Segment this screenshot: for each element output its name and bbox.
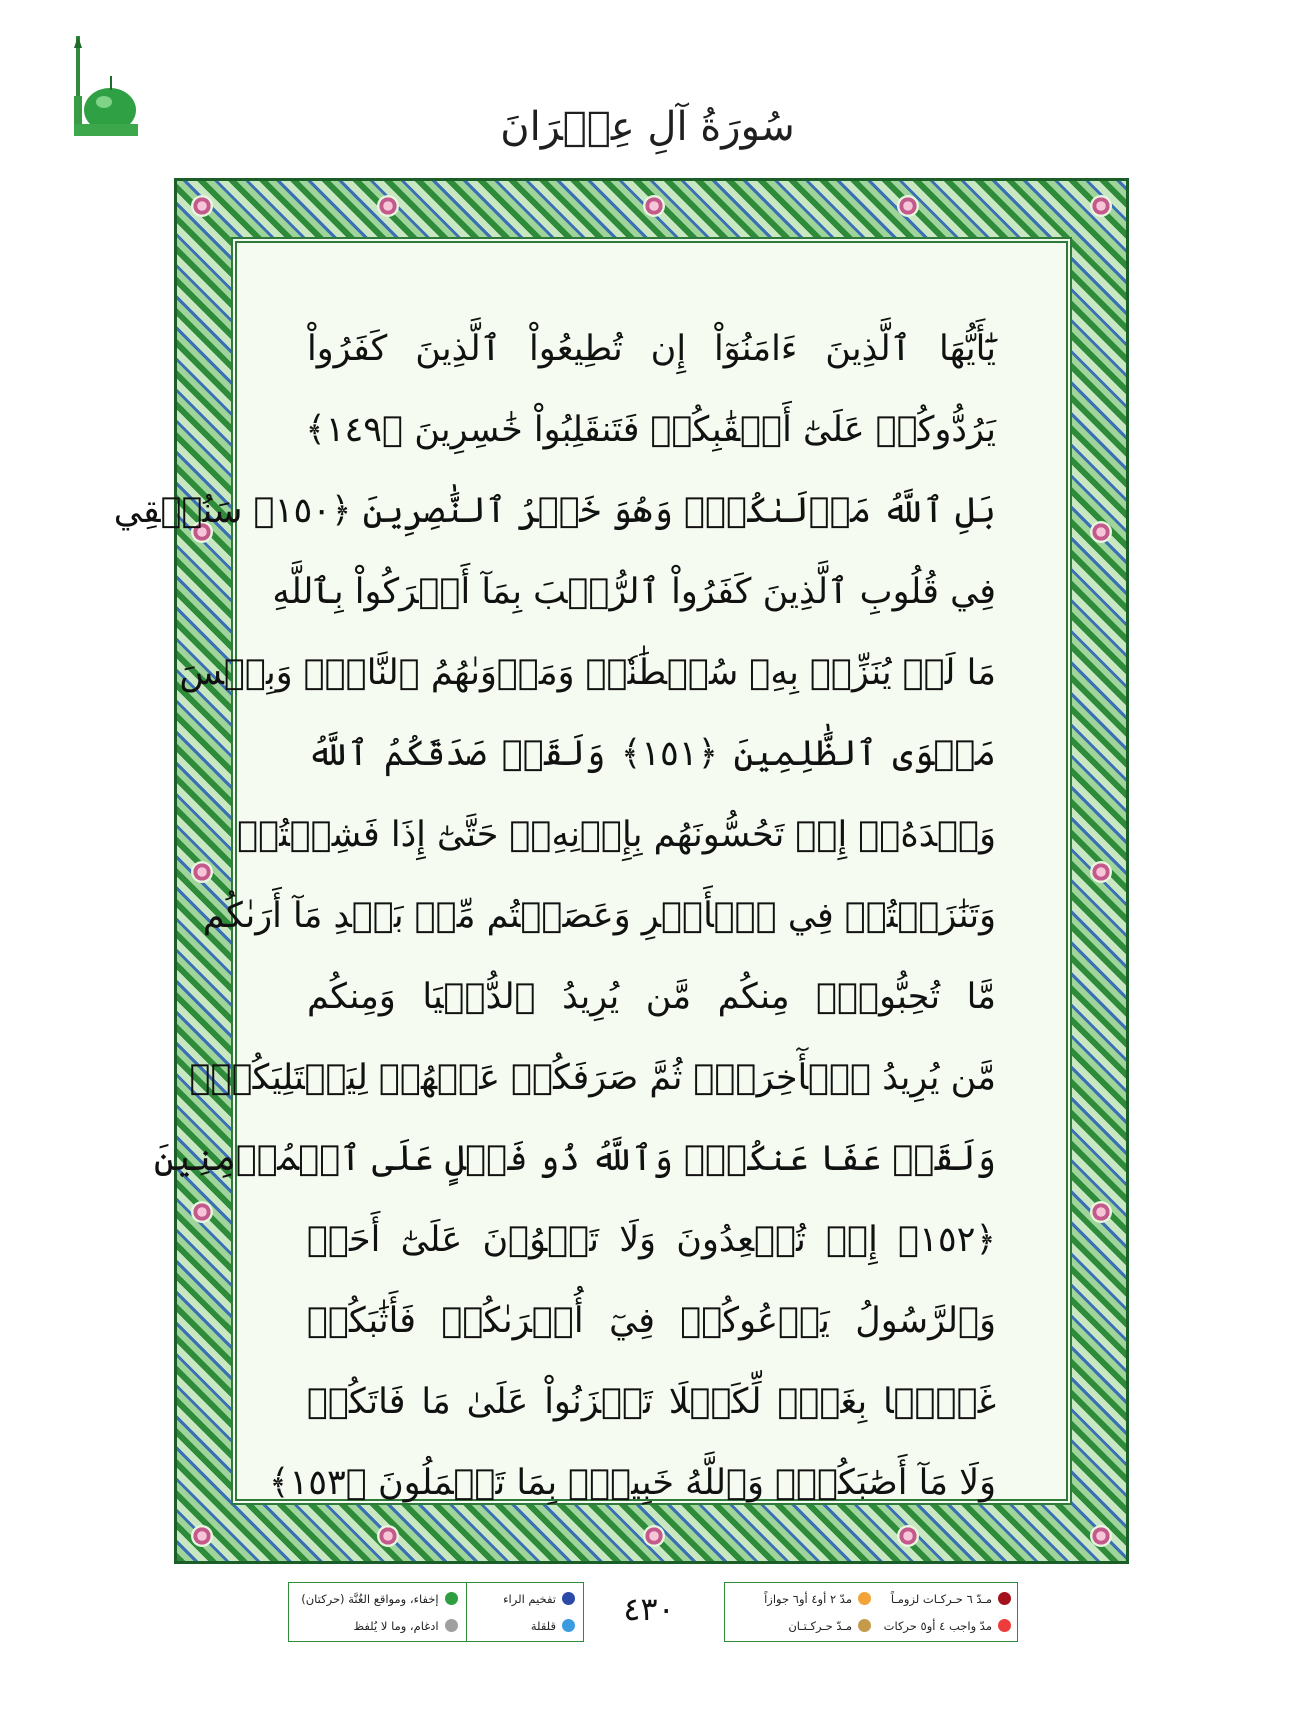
flower-ornament-icon: [191, 1201, 213, 1223]
verse-line: مَثۡوَى ٱلظَّٰلِمِينَ ﴿١٥١﴾ وَلَقَدۡ صَدَقَكُمُ ٱللَّهُ: [307, 734, 997, 774]
flower-ornament-icon: [191, 195, 213, 217]
page-number: ٤٣٠: [623, 1590, 675, 1628]
legend-item: [297, 1585, 458, 1612]
legend-dot: [998, 1592, 1011, 1605]
verse-line: غَمَّۢا بِغَمّٖ لِّكَيۡلَا تَحۡزَنُواْ عَلَىٰ مَا فَاتَكُمۡ: [307, 1382, 996, 1422]
legend-label: ادغام، وما لا يُلفظ: [353, 1618, 439, 1633]
verse-line: يَٰٓأَيُّهَا ٱلَّذِينَ ءَامَنُوٓاْ إِن تُطِيعُواْ ٱلَّذِينَ كَفَرُواْ: [307, 329, 996, 369]
verses-block: [113, 309, 997, 1503]
flower-ornament-icon: [1090, 195, 1112, 217]
legend-dot: [445, 1592, 458, 1605]
flower-ornament-icon: [1090, 1201, 1112, 1223]
verse-line: مَّا تُحِبُّونَۚ مِنكُم مَّن يُرِيدُ ٱلدُّنۡيَا وَمِنكُم: [307, 977, 996, 1017]
tajweed-legend-left: [288, 1582, 584, 1642]
legend-dot: [562, 1592, 575, 1605]
verse-line: يَرُدُّوكُمۡ عَلَىٰٓ أَعۡقَٰبِكُمۡ فَتَنقَلِبُواْ خَٰسِرِينَ ﴿١٤٩﴾: [305, 410, 996, 450]
legend-item: [475, 1612, 575, 1639]
legend-label: مدّ ٢ أو٤ أو٦ جوازاً: [764, 1591, 852, 1606]
flower-ornament-icon: [377, 195, 399, 217]
flower-ornament-icon: [377, 1525, 399, 1547]
verse-line: وَلَا مَآ أَصَٰبَكُمۡۗ وَٱللَّهُ خَبِيرُۢ بِمَا تَعۡمَلُونَ ﴿١٥٣﴾: [268, 1463, 996, 1503]
verse-line: مَّن يُرِيدُ ٱلۡأٓخِرَةَۚ ثُمَّ صَرَفَكُمۡ عَنۡهُمۡ لِيَبۡتَلِيَكُمۡۖ: [189, 1058, 996, 1098]
legend-item: [731, 1585, 871, 1612]
flower-ornament-icon: [1090, 521, 1112, 543]
legend-dot: [445, 1619, 458, 1632]
flower-ornament-icon: [1090, 861, 1112, 883]
flower-ornament-icon: [1090, 1525, 1112, 1547]
legend-label: مـدّ ٦ حـركـات لزومـاً: [890, 1591, 992, 1606]
verse-line: وَعۡدَهُۥٓ إِذۡ تَحُسُّونَهُم بِإِذۡنِهِۦۖ حَتَّىٰٓ إِذَا فَشِلۡتُمۡ: [237, 815, 996, 855]
surah-title: سُورَةُ آلِ عِمۡرَانَ: [500, 104, 795, 150]
verse-line: بَلِ ٱللَّهُ مَوۡلَىٰكُمۡۖ وَهُوَ خَيۡرُ ٱلنَّٰصِرِينَ ﴿١٥٠﴾ سَنُلۡقِي: [113, 491, 996, 531]
flower-ornament-icon: [897, 195, 919, 217]
legend-dot: [562, 1619, 575, 1632]
text-panel: [113, 237, 1072, 1505]
legend-column-inner: [289, 1583, 467, 1641]
verse-line: وَلَقَدۡ عَفَا عَنكُمۡۗ وَٱللَّهُ ذُو فَضۡلٍ عَلَى ٱلۡمُؤۡمِنِينَ: [153, 1139, 996, 1179]
flower-ornament-icon: [897, 1525, 919, 1547]
legend-label: مـدّ حـركـتـان: [788, 1618, 852, 1633]
legend-column-outer: [467, 1583, 583, 1641]
verse-line: مَا لَمۡ يُنَزِّلۡ بِهِۦ سُلۡطَٰنٗاۖ وَمَأۡوَىٰهُمُ ٱلنَّارُۚ وَبِئۡسَ: [179, 653, 996, 693]
verse-line: وَٱلرَّسُولُ يَدۡعُوكُمۡ فِيٓ أُخۡرَىٰكُمۡ فَأَثَٰبَكُمۡ: [307, 1301, 996, 1341]
legend-label: مدّ واجب ٤ أو٥ حركات: [883, 1618, 992, 1633]
verse-line: فِي قُلُوبِ ٱلَّذِينَ كَفَرُواْ ٱلرُّعۡبَ بِمَآ أَشۡرَكُواْ بِٱللَّهِ: [272, 572, 996, 612]
tajweed-legend-right: [724, 1582, 1018, 1642]
legend-label: إخفاء، ومواقع الغُنَّة (حركتان): [301, 1591, 439, 1606]
legend-item: [475, 1585, 575, 1612]
legend-dot: [858, 1592, 871, 1605]
verse-line: وَتَنَٰزَعۡتُمۡ فِي ٱلۡأَمۡرِ وَعَصَيۡتُم مِّنۢ بَعۡدِ مَآ أَرَىٰكُم: [202, 896, 996, 936]
legend-label: قلقلة: [530, 1618, 556, 1633]
legend-item: [297, 1612, 458, 1639]
legend-dot: [998, 1619, 1011, 1632]
legend-dot: [858, 1619, 871, 1632]
flower-ornament-icon: [643, 1525, 665, 1547]
legend-item: [731, 1612, 871, 1639]
flower-ornament-icon: [643, 195, 665, 217]
ornamental-frame: [113, 178, 1129, 1564]
legend-label: تفخيم الراء: [503, 1591, 556, 1606]
flower-ornament-icon: [191, 1525, 213, 1547]
legend-item: [871, 1585, 1011, 1612]
legend-item: [871, 1612, 1011, 1639]
verse-line: ﴿١٥٢﴾ إِذۡ تُصۡعِدُونَ وَلَا تَلۡوُۥنَ عَلَىٰٓ أَحَدٖ: [307, 1220, 996, 1260]
